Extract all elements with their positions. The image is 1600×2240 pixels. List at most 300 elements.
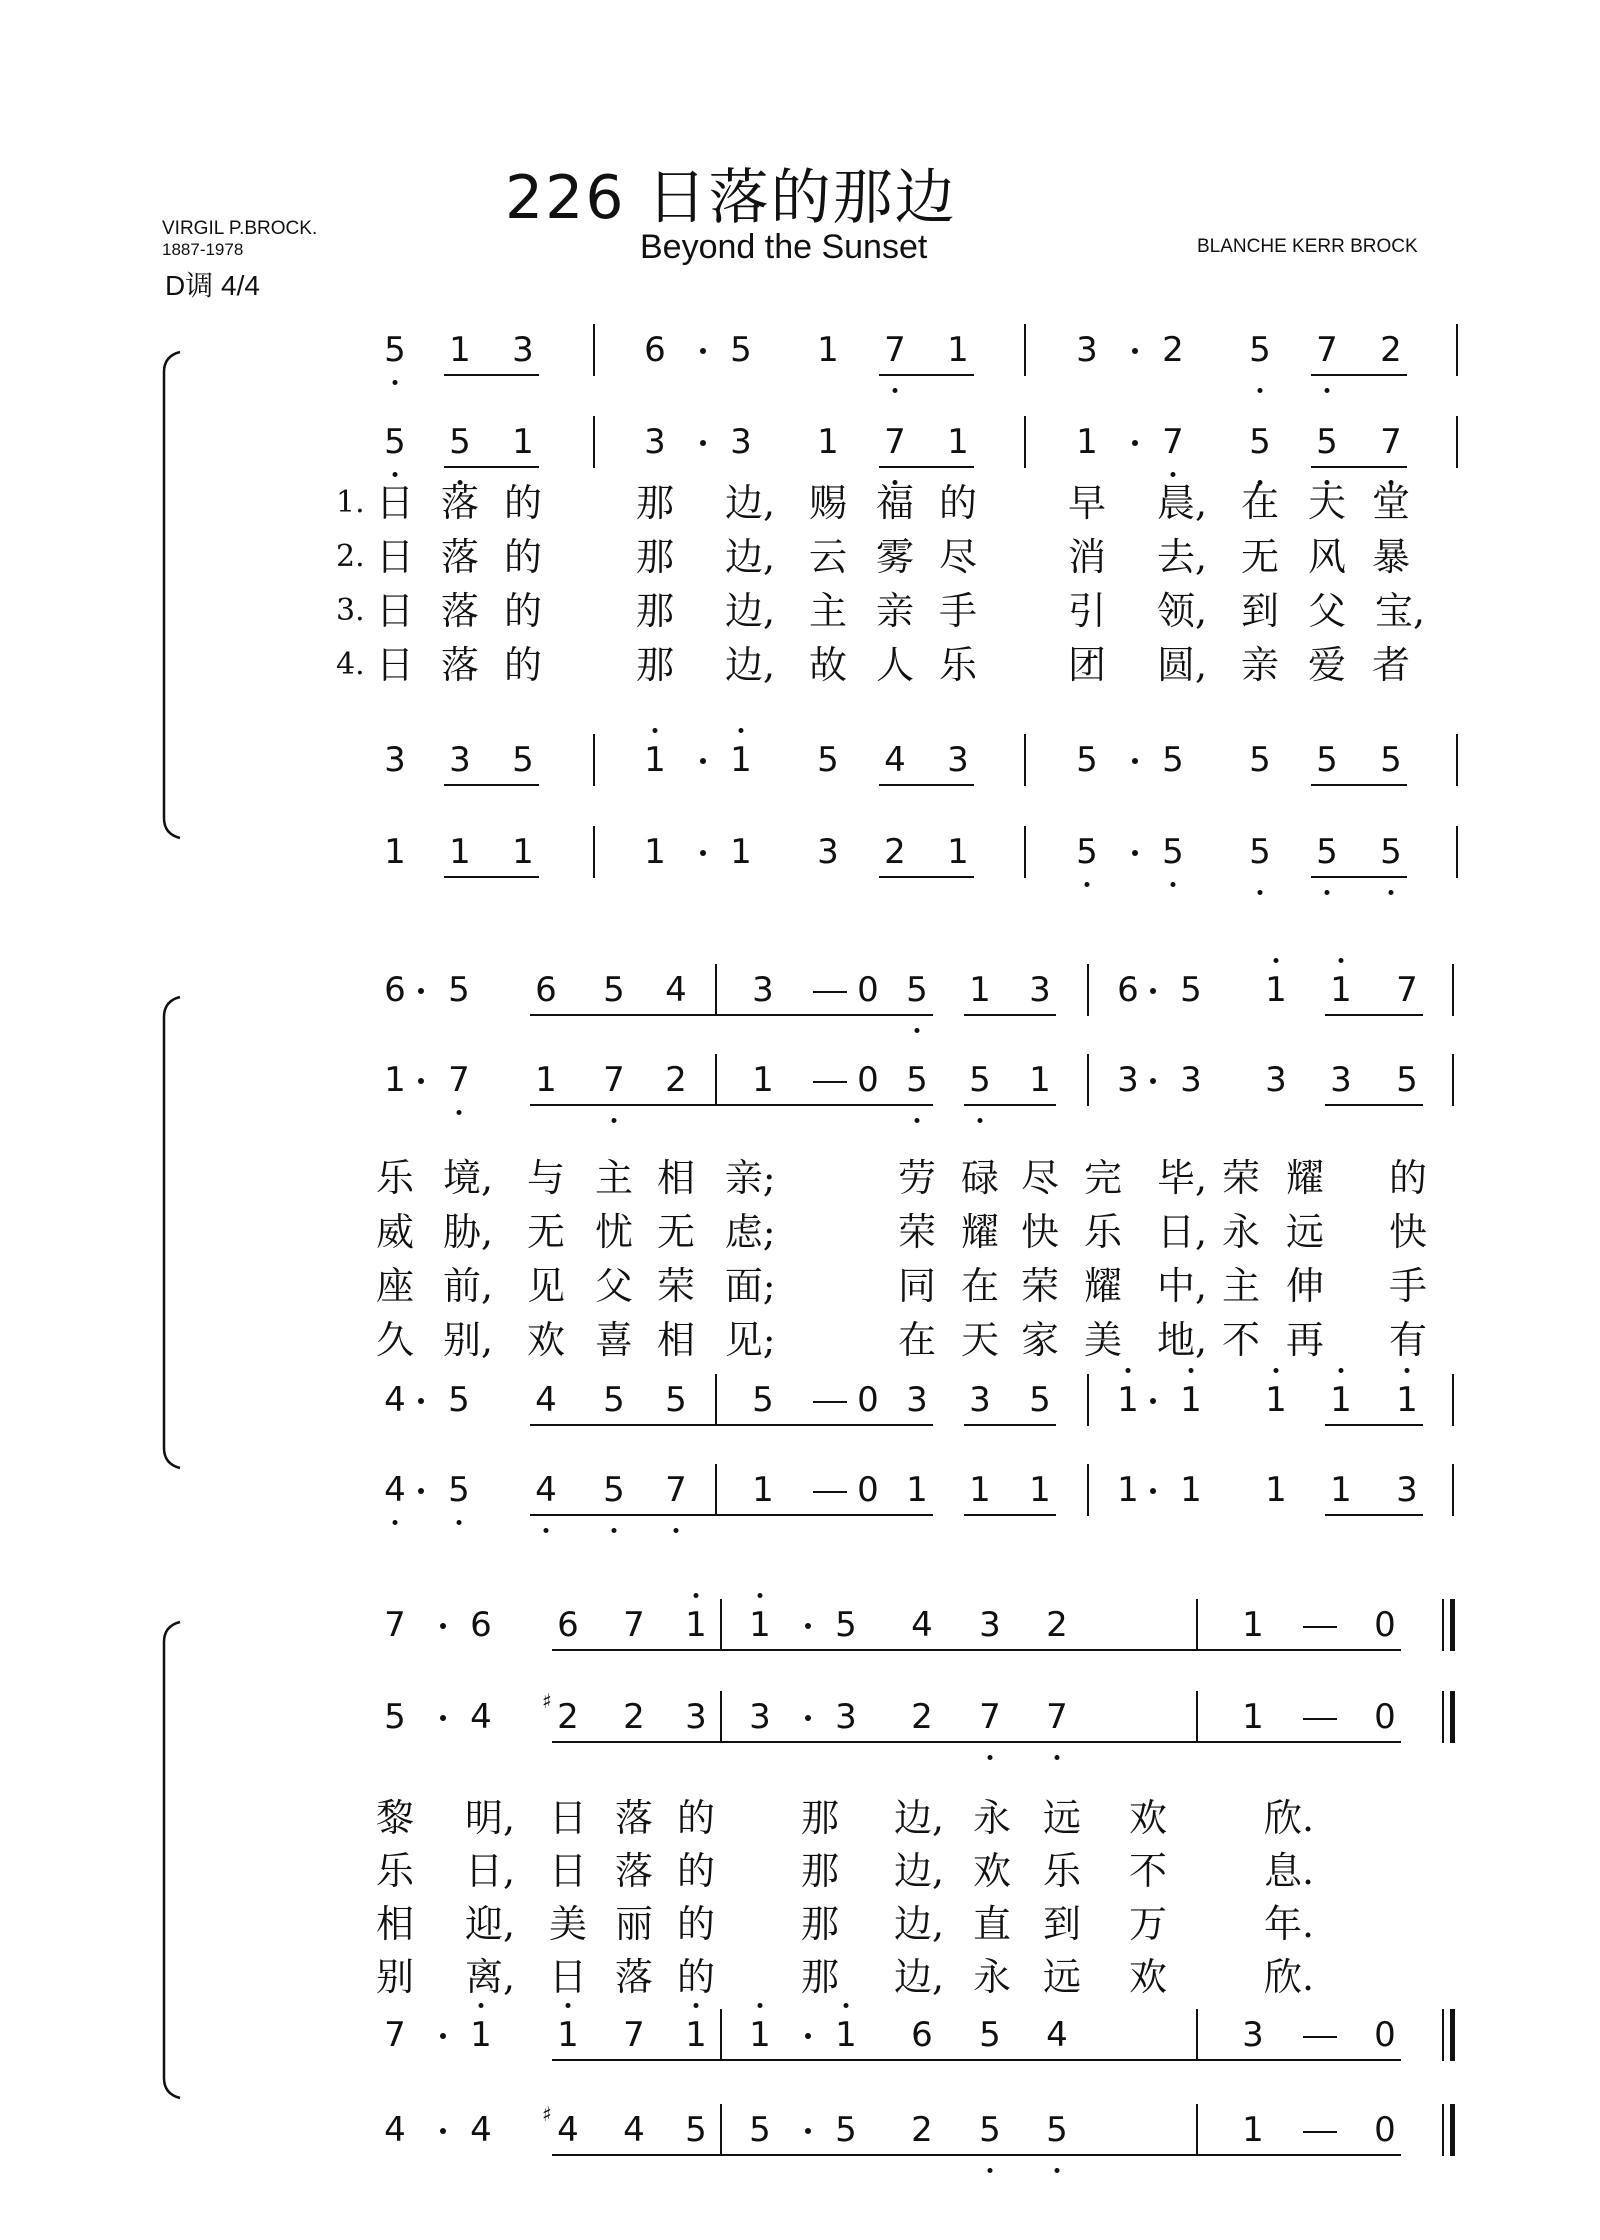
staff-part-2 — [0, 1689, 1600, 1767]
note: 5 — [1076, 832, 1098, 872]
lyric-syllable: 家 — [1020, 1318, 1060, 1362]
note: 5 — [1046, 2110, 1068, 2150]
note: 5 — [665, 1380, 687, 1420]
lyric-syllable: 年. — [1263, 1902, 1315, 1946]
eighth-beam — [444, 876, 539, 878]
octave-up-dot — [653, 728, 658, 733]
lyric-syllable: 欣. — [1263, 1796, 1315, 1840]
note: 2 — [1046, 1605, 1068, 1645]
lyric-syllable: 荣 — [1221, 1156, 1261, 1200]
eighth-beam — [1325, 1424, 1423, 1426]
note: 3 — [1076, 330, 1098, 370]
note: 5 — [448, 1470, 470, 1510]
note: 1 — [947, 422, 969, 462]
eighth-beam — [552, 2154, 1401, 2156]
lyric-syllable: 快 — [1388, 1210, 1428, 1254]
staff-part-1 — [0, 1605, 1600, 1675]
barline — [715, 1054, 717, 1106]
lyric-syllable: 主 — [594, 1156, 634, 1200]
octave-up-dot — [1274, 958, 1279, 963]
lyric-syllable: 边, — [724, 481, 776, 525]
lyric-syllable: 喜 — [594, 1318, 634, 1362]
final-barline — [1450, 2104, 1455, 2156]
note: 2 — [1380, 330, 1402, 370]
staff-part-3 — [0, 740, 1600, 810]
octave-down-dot — [612, 1528, 617, 1533]
lyric-verse-2 — [0, 534, 1600, 590]
lyric-syllable: 迎, — [464, 1902, 516, 1946]
lyric-syllable: 欢 — [1128, 1955, 1168, 1999]
barline — [1087, 1054, 1089, 1106]
octave-down-dot — [1325, 890, 1330, 895]
lyric-syllable: 落 — [440, 589, 480, 633]
note: 1 — [512, 422, 534, 462]
lyric-syllable: 在 — [960, 1264, 1000, 1308]
lyric-syllable: 的 — [503, 535, 543, 579]
lyric-syllable: 宝, — [1374, 589, 1426, 633]
note: 2 — [623, 1697, 645, 1737]
lyric-syllable: 伸 — [1285, 1264, 1325, 1308]
octave-down-dot — [1171, 472, 1176, 477]
note: 5 — [1249, 330, 1271, 370]
lyric-syllable: 团 — [1067, 643, 1107, 687]
lyric-syllable: 亲 — [1240, 643, 1280, 687]
lyric-syllable: 落 — [614, 1955, 654, 1999]
lyric-syllable: 那 — [635, 589, 675, 633]
note: 3 — [752, 970, 774, 1010]
lyric-syllable: 别 — [375, 1955, 415, 1999]
lyric-syllable: 相 — [656, 1156, 696, 1200]
barline — [1452, 1464, 1454, 1516]
lyric-syllable: 雾 — [875, 535, 915, 579]
note: 1 — [1330, 1380, 1352, 1420]
note: 3 — [730, 422, 752, 462]
note: 5 — [685, 2110, 707, 2150]
barline — [1087, 1374, 1089, 1426]
octave-down-dot — [674, 1528, 679, 1533]
lyric-syllable: 耀 — [960, 1210, 1000, 1254]
note: 5 — [1162, 832, 1184, 872]
composer-years: 1887-1978 — [162, 240, 244, 259]
lyric-syllable: 早 — [1067, 481, 1107, 525]
augmentation-dot — [700, 440, 706, 446]
note: 3 — [817, 832, 839, 872]
lyric-syllable: 父 — [594, 1264, 634, 1308]
staff-part-3 — [0, 2015, 1600, 2085]
barline — [1196, 2104, 1198, 2156]
barline — [1024, 734, 1026, 786]
final-barline — [1450, 1599, 1455, 1651]
barline — [593, 416, 595, 468]
lyric-syllable: 边, — [724, 643, 776, 687]
note: 5 — [979, 2110, 1001, 2150]
octave-up-dot — [739, 728, 744, 733]
lyric-syllable: 手 — [1388, 1264, 1428, 1308]
lyric-syllable: 到 — [1042, 1902, 1082, 1946]
eighth-beam — [964, 1514, 1056, 1516]
augmentation-dot — [700, 850, 706, 856]
lyric-syllable: 相 — [375, 1902, 415, 1946]
augmentation-dot — [1132, 440, 1138, 446]
octave-down-dot — [612, 1118, 617, 1123]
lyric-syllable: 威 — [375, 1210, 415, 1254]
augmentation-dot — [440, 2128, 446, 2134]
note: 1 — [969, 970, 991, 1010]
note: 5 — [512, 740, 534, 780]
eighth-beam — [964, 1104, 1056, 1106]
note: 3 — [979, 1605, 1001, 1645]
eighth-beam — [444, 784, 539, 786]
lyric-syllable: 地, — [1156, 1318, 1208, 1362]
octave-down-dot — [893, 388, 898, 393]
barline — [720, 2104, 722, 2156]
note: 3 — [1029, 970, 1051, 1010]
note: 1 — [1117, 1470, 1139, 1510]
hymn-subtitle: Beyond the Sunset — [640, 228, 928, 266]
lyric-syllable: 边, — [724, 535, 776, 579]
octave-up-dot — [694, 1593, 699, 1598]
barline — [1196, 2009, 1198, 2061]
lyric-syllable: 的 — [503, 481, 543, 525]
staff-part-1 — [0, 330, 1600, 400]
barline — [1024, 416, 1026, 468]
note: 3 — [644, 422, 666, 462]
barline — [1452, 1374, 1454, 1426]
barline — [720, 1691, 722, 1743]
lyric-verse-4 — [0, 642, 1600, 698]
octave-down-dot — [1389, 890, 1394, 895]
augmentation-dot — [440, 1623, 446, 1629]
lyric-syllable: 相 — [656, 1318, 696, 1362]
note: 1 — [1330, 1470, 1352, 1510]
note: 1 — [1330, 970, 1352, 1010]
note: 1 — [1029, 1470, 1051, 1510]
note: 5 — [1316, 832, 1338, 872]
note: 5 — [603, 1380, 625, 1420]
note: 1 — [685, 1605, 707, 1645]
note: 5 — [603, 970, 625, 1010]
staff-part-1 — [0, 970, 1600, 1040]
note: 3 — [1242, 2015, 1264, 2055]
lyric-syllable: 尽 — [1020, 1156, 1060, 1200]
lyric-syllable: 美 — [1083, 1318, 1123, 1362]
lyric-syllable: 无 — [1240, 535, 1280, 579]
barline — [1087, 964, 1089, 1016]
lyric-syllable: 乐 — [375, 1156, 415, 1200]
note: 6 — [470, 1605, 492, 1645]
note: 3 — [1330, 1060, 1352, 1100]
lyric-syllable: 永 — [972, 1955, 1012, 1999]
lyric-syllable: 在 — [897, 1318, 937, 1362]
lyric-syllable: 远 — [1042, 1796, 1082, 1840]
lyric-syllable: 乐 — [938, 643, 978, 687]
lyric-syllable: 荣 — [656, 1264, 696, 1308]
final-barline — [1450, 2009, 1455, 2061]
note: 1 — [1117, 1380, 1139, 1420]
barline — [1442, 2009, 1444, 2061]
lyric-syllable: 快 — [1020, 1210, 1060, 1254]
note: 1 — [1242, 1697, 1264, 1737]
barline — [1452, 1054, 1454, 1106]
sharp-sign: ♯ — [542, 2102, 552, 2126]
eighth-beam — [964, 1424, 1056, 1426]
augmentation-dot — [1132, 348, 1138, 354]
lyric-syllable: 领, — [1156, 589, 1208, 633]
lyric-syllable: 中, — [1156, 1264, 1208, 1308]
note: 1 — [969, 1470, 991, 1510]
note: 5 — [835, 2110, 857, 2150]
barline — [1442, 1691, 1444, 1743]
lyric-verse-2 — [0, 1209, 1600, 1265]
lyric-syllable: 日 — [548, 1796, 588, 1840]
lyric-syllable: 不 — [1221, 1318, 1261, 1362]
barline — [1024, 826, 1026, 878]
octave-down-dot — [1055, 2168, 1060, 2173]
eighth-beam — [879, 876, 974, 878]
note: 1 — [685, 2015, 707, 2055]
lyric-verse-1 — [0, 480, 1600, 536]
note: 4 — [470, 1697, 492, 1737]
augmentation-dot — [1150, 1488, 1156, 1494]
lyric-syllable: 引 — [1067, 589, 1107, 633]
lyric-syllable: 见; — [724, 1318, 776, 1362]
note: 3 — [749, 1697, 771, 1737]
lyric-syllable: 的 — [1388, 1156, 1428, 1200]
eighth-beam — [552, 1649, 1401, 1651]
note: 7 — [603, 1060, 625, 1100]
note: 7 — [623, 1605, 645, 1645]
sustain-dash — [1303, 1626, 1337, 1628]
augmentation-dot — [700, 758, 706, 764]
note: 1 — [1180, 1470, 1202, 1510]
octave-down-dot — [915, 1028, 920, 1033]
octave-down-dot — [1325, 388, 1330, 393]
lyric-syllable: 在 — [1240, 481, 1280, 525]
lyric-syllable: 那 — [800, 1796, 840, 1840]
note: 2 — [665, 1060, 687, 1100]
octave-down-dot — [1258, 890, 1263, 895]
lyric-syllable: 同 — [897, 1264, 937, 1308]
lyric-syllable: 日 — [375, 643, 415, 687]
note: 5 — [1316, 740, 1338, 780]
note: 4 — [665, 970, 687, 1010]
lyric-syllable: 日, — [1156, 1210, 1208, 1254]
lyric-syllable: 晨, — [1156, 481, 1208, 525]
augmentation-dot — [1132, 850, 1138, 856]
lyric-syllable: 明, — [464, 1796, 516, 1840]
lyric-syllable: 云 — [808, 535, 848, 579]
augmentation-dot — [418, 1398, 424, 1404]
augmentation-dot — [440, 2033, 446, 2039]
note: 0 — [857, 970, 879, 1010]
lyric-syllable: 福 — [875, 481, 915, 525]
note: 5 — [1249, 740, 1271, 780]
note: 4 — [884, 740, 906, 780]
note: 0 — [857, 1060, 879, 1100]
note: 5 — [835, 1605, 857, 1645]
lyric-syllable: 那 — [635, 481, 675, 525]
note: 3 — [512, 330, 534, 370]
note: 1 — [749, 1605, 771, 1645]
lyric-verse-3 — [0, 1263, 1600, 1319]
lyric-syllable: 无 — [526, 1210, 566, 1254]
note: 3 — [449, 740, 471, 780]
note: 2 — [911, 1697, 933, 1737]
note: 7 — [665, 1470, 687, 1510]
sustain-dash — [1303, 1718, 1337, 1720]
note: 1 — [947, 330, 969, 370]
lyric-syllable: 日 — [375, 589, 415, 633]
note: 1 — [752, 1060, 774, 1100]
note: 3 — [685, 1697, 707, 1737]
note: 1 — [644, 832, 666, 872]
sustain-dash — [813, 991, 847, 993]
lyric-syllable: 胁, — [442, 1210, 494, 1254]
staff-part-4 — [0, 1470, 1600, 1540]
barline — [1087, 1464, 1089, 1516]
barline — [1456, 416, 1458, 468]
lyric-syllable: 边, — [724, 589, 776, 633]
note: 1 — [470, 2015, 492, 2055]
lyric-syllable: 劳 — [897, 1156, 937, 1200]
lyric-syllable: 主 — [1221, 1264, 1261, 1308]
lyric-syllable: 的 — [676, 1849, 716, 1893]
octave-down-dot — [1055, 1755, 1060, 1760]
note: 5 — [1162, 740, 1184, 780]
lyric-syllable: 手 — [938, 589, 978, 633]
note: 6 — [644, 330, 666, 370]
lyric-syllable: 圆, — [1156, 643, 1208, 687]
note: 4 — [623, 2110, 645, 2150]
verse-number: 4. — [336, 647, 365, 682]
barline — [720, 2009, 722, 2061]
note: 0 — [1374, 2015, 1396, 2055]
lyric-syllable: 落 — [440, 481, 480, 525]
lyric-syllable: 有 — [1388, 1318, 1428, 1362]
note: 2 — [557, 1697, 579, 1737]
augmentation-dot — [805, 1715, 811, 1721]
lyric-syllable: 日, — [464, 1849, 516, 1893]
note: 7 — [384, 1605, 406, 1645]
eighth-beam — [964, 1014, 1056, 1016]
note: 0 — [857, 1470, 879, 1510]
note: 2 — [911, 2110, 933, 2150]
lyric-syllable: 日 — [375, 481, 415, 525]
barline — [1456, 826, 1458, 878]
augmentation-dot — [805, 2033, 811, 2039]
octave-up-dot — [1339, 958, 1344, 963]
note: 1 — [1265, 970, 1287, 1010]
lyric-syllable: 到 — [1240, 589, 1280, 633]
augmentation-dot — [1150, 1078, 1156, 1084]
augmentation-dot — [1150, 988, 1156, 994]
barline — [720, 1599, 722, 1651]
augmentation-dot — [700, 348, 706, 354]
note: 6 — [557, 1605, 579, 1645]
augmentation-dot — [805, 1623, 811, 1629]
note: 0 — [1374, 1697, 1396, 1737]
lyric-syllable: 赐 — [808, 481, 848, 525]
note: 1 — [835, 2015, 857, 2055]
eighth-beam — [530, 1014, 933, 1016]
octave-down-dot — [988, 1755, 993, 1760]
note: 7 — [884, 330, 906, 370]
octave-down-dot — [457, 1110, 462, 1115]
note: 5 — [1316, 422, 1338, 462]
lyric-syllable: 天 — [1307, 481, 1347, 525]
note: 1 — [644, 740, 666, 780]
eighth-beam — [1311, 374, 1407, 376]
note: 5 — [1249, 422, 1271, 462]
note: 1 — [384, 1060, 406, 1100]
eighth-beam — [879, 784, 974, 786]
note: 7 — [1396, 970, 1418, 1010]
note: 5 — [449, 422, 471, 462]
note: 1 — [817, 330, 839, 370]
note: 4 — [384, 1470, 406, 1510]
lyric-syllable: 耀 — [1285, 1156, 1325, 1200]
barline — [1024, 324, 1026, 376]
note: 0 — [857, 1380, 879, 1420]
staff-part-3 — [0, 1380, 1600, 1450]
lyric-syllable: 亲; — [724, 1156, 776, 1200]
note: 1 — [557, 2015, 579, 2055]
octave-up-dot — [758, 1593, 763, 1598]
note: 3 — [969, 1380, 991, 1420]
note: 3 — [835, 1697, 857, 1737]
note: 3 — [1396, 1470, 1418, 1510]
lyric-syllable: 前, — [442, 1264, 494, 1308]
lyric-syllable: 面; — [724, 1264, 776, 1308]
octave-down-dot — [1171, 882, 1176, 887]
barline — [1196, 1599, 1198, 1651]
note: 1 — [906, 1470, 928, 1510]
lyric-syllable: 欢 — [972, 1849, 1012, 1893]
lyric-syllable: 那 — [800, 1849, 840, 1893]
note: 1 — [1242, 2110, 1264, 2150]
lyric-syllable: 的 — [676, 1902, 716, 1946]
key-signature: D调 4/4 — [165, 270, 260, 301]
note: 3 — [1180, 1060, 1202, 1100]
barline — [1456, 324, 1458, 376]
lyric-syllable: 爱 — [1307, 643, 1347, 687]
note: 3 — [1265, 1060, 1287, 1100]
note: 5 — [752, 1380, 774, 1420]
note: 6 — [911, 2015, 933, 2055]
barline — [593, 826, 595, 878]
lyric-syllable: 欢 — [526, 1318, 566, 1362]
note: 1 — [817, 422, 839, 462]
lyric-syllable: 永 — [972, 1796, 1012, 1840]
note: 1 — [449, 330, 471, 370]
lyric-syllable: 乐 — [1083, 1210, 1123, 1254]
eighth-beam — [444, 374, 539, 376]
lyric-syllable: 边, — [893, 1849, 945, 1893]
augmentation-dot — [805, 2128, 811, 2134]
augmentation-dot — [418, 988, 424, 994]
note: 0 — [1374, 1605, 1396, 1645]
lyric-syllable: 风 — [1307, 535, 1347, 579]
lyric-syllable: 黎 — [375, 1796, 415, 1840]
lyric-syllable: 欢 — [1128, 1796, 1168, 1840]
lyric-syllable: 父 — [1307, 589, 1347, 633]
note: 1 — [384, 832, 406, 872]
lyric-syllable: 主 — [808, 589, 848, 633]
lyric-syllable: 那 — [635, 643, 675, 687]
note: 6 — [535, 970, 557, 1010]
octave-down-dot — [988, 2168, 993, 2173]
barline — [1456, 734, 1458, 786]
